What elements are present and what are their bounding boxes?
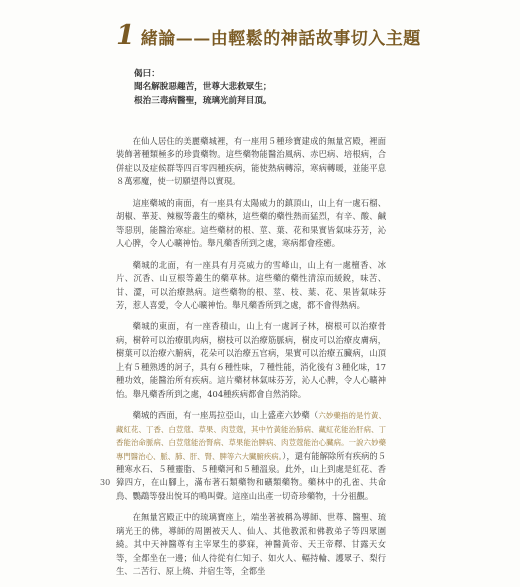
paragraph: 這座藥城的南面，有一座具有太陽威力的鎮頂山，山上有一處石榴、胡椒、華茇、辣椒等叢生的藥林，這些藥的藥性熱而猛烈，有辛、酸、鹹等惡別，能醫治寒症。這些藥材的根、莖、葉、花和果實皆氣味芬芳，沁人心脾，令人心曠神怡。舉凡藥香所到之處，寒病都會痊癒。: [116, 197, 386, 249]
paragraph-text: 藥城的西面，有一座馬拉亞山，山上盛產六妙藥（: [132, 410, 319, 421]
chapter-heading: [116, 20, 421, 54]
chapter-title: 緒論——由輕鬆的神話故事切入主題: [140, 29, 421, 49]
paragraph: 藥城的北面，有一座具有月亮威力的雪峰山，山上有一處檀香、冰片、沉香、山豆根等叢生的藥草林。這些藥的藥性清涼而緩銳，味苦、甘、澀，可以治療熱病。這些藥物的根、莖、枝、葉、花、果皆氣味芬芳，惹人喜愛，令人心曠神怡。舉凡藥香所到之處，都不會得熱病。: [116, 259, 386, 310]
body-text: [116, 135, 386, 587]
verse-block: [134, 68, 394, 108]
page-number: 30: [100, 478, 111, 487]
verse-line: 聞名解脫惡趣苦，世尊大悲救眾生；: [134, 82, 272, 93]
paragraph: 藥城的東面，有一座香積山，山上有一處訶子林，樹根可以治療骨病，樹幹可以治療肌肉病，樹枝可以治療筋脈病，樹皮可以治療皮膚病，樹葉可以治療六腑病，花朵可以治療五官病，果實可以治療五臟病，山頂上有５種熟透的訶子，具有６種性味，７種性能，消化後有３種化味，17種功效，能醫治所有疾病。這片藥材林氣味芬芳，沁人心脾，令人心曠神怡。舉凡藥香所到之處，404種疾病都會自然消除。: [116, 321, 386, 399]
verse-line: 偈曰：: [134, 69, 160, 79]
paragraph-text: ），還有能解除所有疾病的５種寒水石、５種靈脂、５種藥河和５種溫泉。此外，山上到處是紅花、香獐四方，在山腳上，滿布著石類藥物和礦類藥物。藥林中的孔雀、共命鳥、鸚鵡等發出悅耳的鳴叫聲。這座山出產一切奇珍藥物，十分祖觀。: [116, 450, 387, 501]
chapter-number: 1: [116, 20, 135, 51]
paragraph: 在無量宮殿正中的琉璃寶座上，端坐著被稱為導師、世尊、醫聖、琉璃光王的佛，導師的周圍被天人、仙人、其他教派和佛教弟子等四眾圍繞。其中天神醫尊有主宰眾生的夢寐，神醫黃帝、天王帝釋、甘露天女等，全都坐在一邊；仙人待從有仁知子、如火人、輻持輪、護眾子、梨行生、二苦行、原上燒、并宿生等，全都坐: [116, 512, 386, 577]
verse-line: 根治三毒病醫聖，琉璃光前拜目頂。: [134, 95, 272, 106]
footnote-inline: 六妙藥指的是竹黃、藏紅花、丁香、白荳蔻、草果、肉荳蔻，其中竹黃能治肺病、藏紅花能治肝病、丁香能治命脈病、白荳蔻能治腎病、草果能治脾病、肉荳蔻能治心臟病。一說六妙藥專門醫治心、脈、肺、肝、腎、脾等六大臟腑疾病。: [116, 411, 386, 461]
paragraph-with-note: [116, 409, 386, 503]
paragraph: 在仙人居住的美麗藥城裡，有一座用５種珍寶建成的無量宮殿，裡面裝飾著種類極多的珍貴藥物。這些藥物能醫治風病、赤巴病、培根病，合併症以及症候群等四百零四種疾病，能使熱病轉涼，寒病轉暖，並能平息８萬邪魔，使一切願望得以實現。: [116, 136, 386, 187]
